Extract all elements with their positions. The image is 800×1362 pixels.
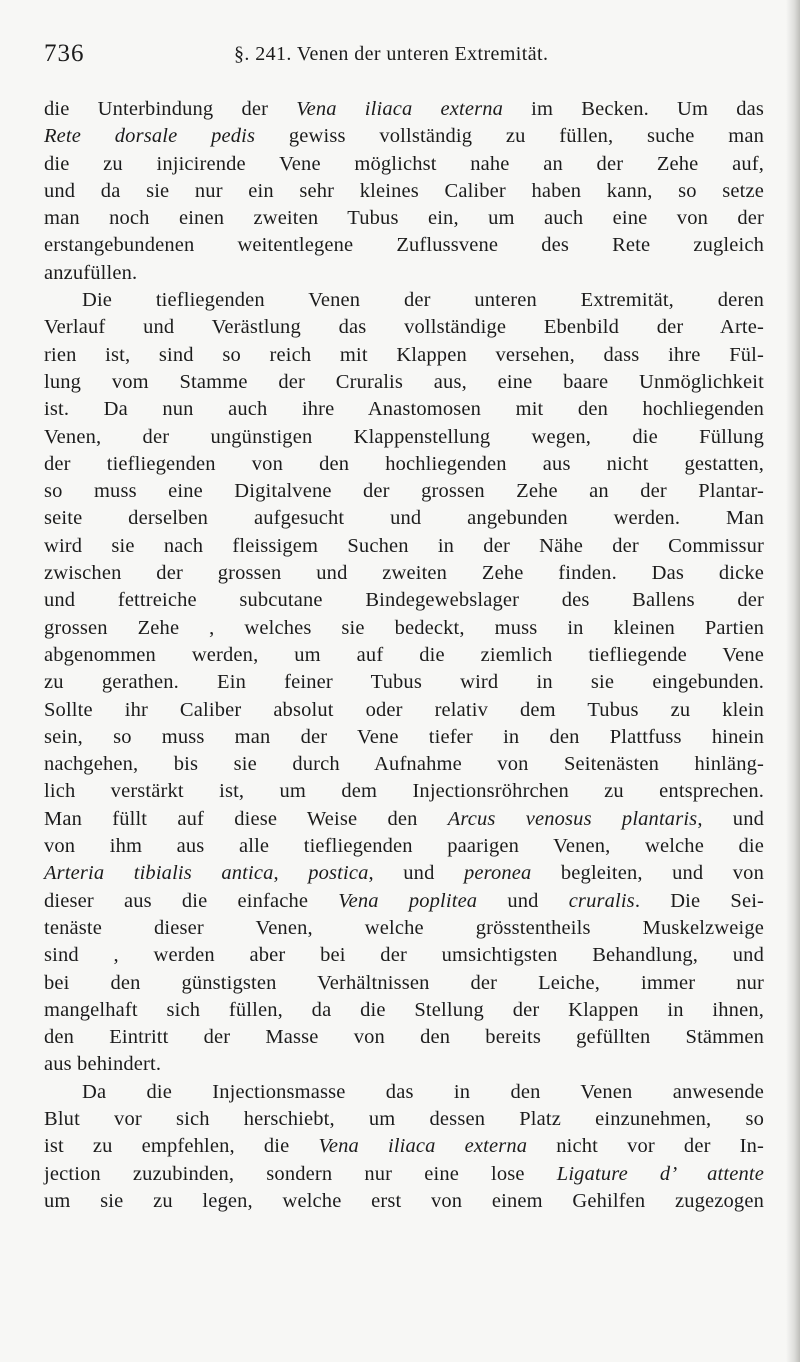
text-segment: den Eintritt der Masse von den bereits gefüllten Stämmen	[44, 1026, 764, 1049]
text-segment: jection zuzubinden, sondern nur eine lose	[44, 1162, 557, 1185]
text-line	[44, 1051, 764, 1078]
paragraph	[44, 96, 764, 287]
text-segment: rien ist, sind so reich mit Klappen versehen, dass ihre Fül-	[44, 343, 764, 366]
text-segment: dieser aus die einfache	[44, 889, 339, 912]
text-segment: , und	[368, 862, 464, 885]
page-edge-shadow	[786, 0, 800, 1362]
text-segment: zwischen der grossen und zweiten Zehe finden. Das dicke	[44, 562, 764, 585]
text-segment: seite derselben aufgesucht und angebunden werden. Man	[44, 507, 764, 530]
text-segment: die zu injicirende Vene möglichst nahe an der Zehe auf,	[44, 152, 764, 175]
text-line	[44, 560, 764, 587]
italic-term: Vena iliaca externa	[296, 98, 504, 120]
text-segment: Sollte ihr Caliber absolut oder relativ dem Tubus zu klein	[44, 698, 764, 721]
text-line	[44, 642, 764, 669]
text-line	[44, 342, 764, 369]
text-line	[44, 669, 764, 696]
text-segment: . Die Sei-	[634, 889, 765, 912]
text-segment: lich verstärkt ist, um dem Injectionsröhrchen zu entsprechen.	[44, 780, 764, 803]
text-segment: die Unterbindung der	[44, 98, 297, 120]
italic-term: Vena poplitea	[338, 889, 478, 912]
text-line	[44, 178, 764, 205]
italic-term: peronea	[463, 862, 532, 885]
text-segment: Blut vor sich herschiebt, um dessen Platz einzunehmen, so	[44, 1107, 764, 1130]
text-segment: mangelhaft sich füllen, da die Stellung der Klappen in ihnen,	[44, 998, 764, 1021]
text-segment: nachgehen, bis sie durch Aufnahme von Seitenästen hinläng-	[44, 753, 764, 776]
text-line	[44, 860, 764, 887]
text-line	[44, 697, 764, 724]
text-segment: man noch einen zweiten Tubus ein, um auch eine von der	[44, 207, 764, 230]
italic-term: cruralis	[568, 889, 635, 912]
text-segment: der tiefliegenden von den hochliegenden aus nicht gestatten,	[44, 452, 764, 475]
text-line	[44, 615, 764, 642]
text-segment: abgenommen werden, um auf die ziemlich tiefliegende Vene	[44, 643, 764, 666]
text-segment: und	[477, 889, 569, 912]
text-segment: tenäste dieser Venen, welche grösstentheils Muskelzweige	[44, 916, 764, 939]
running-title: §. 241. Venen der unteren Extremität.	[234, 43, 549, 65]
text-line	[44, 260, 764, 287]
text-segment: begleiten, und von	[531, 862, 764, 885]
italic-term: Vena iliaca externa	[318, 1135, 528, 1158]
italic-term: Arteria tibialis antica	[44, 862, 274, 885]
page-number: 736	[44, 40, 85, 67]
text-segment: von ihm aus alle tiefliegenden paarigen Venen, welche die	[44, 835, 764, 858]
text-line	[44, 96, 764, 123]
text-line	[44, 587, 764, 614]
text-segment: zu gerathen. Ein feiner Tubus wird in sie eingebunden.	[44, 671, 764, 694]
text-segment: , und	[697, 807, 764, 830]
italic-term: Rete dorsale pedis	[44, 125, 256, 148]
text-line	[44, 942, 764, 969]
paragraph	[44, 1079, 764, 1215]
text-line	[44, 970, 764, 997]
text-line	[44, 997, 764, 1024]
text-segment: und fettreiche subcutane Bindegewebslager des Ballens der	[44, 589, 764, 612]
text-segment: bei den günstigsten Verhältnissen der Leiche, immer nur	[44, 971, 764, 994]
italic-term: Ligature d’ attente	[556, 1162, 764, 1185]
text-line	[44, 505, 764, 532]
text-segment: um sie zu legen, welche erst von einem Gehilfen zugezogen	[44, 1189, 764, 1212]
text-segment: lung vom Stamme der Cruralis aus, eine baare Unmöglichkeit	[44, 370, 764, 393]
text-line	[44, 1161, 764, 1188]
text-segment: so muss eine Digitalvene der grossen Zehe an der Plantar-	[44, 480, 764, 503]
paragraph	[44, 287, 764, 1079]
text-segment: Verlauf und Verästlung das vollständige Ebenbild der Arte-	[44, 316, 764, 339]
text-line	[44, 451, 764, 478]
text-line	[44, 232, 764, 259]
text-segment: Man füllt auf diese Weise den	[44, 807, 448, 830]
text-line	[44, 205, 764, 232]
text-line	[44, 888, 764, 915]
text-line	[44, 123, 764, 150]
text-line	[44, 396, 764, 423]
text-line	[44, 369, 764, 396]
text-segment: grossen Zehe , welches sie bedeckt, muss in kleinen Partien	[44, 616, 764, 639]
text-line	[44, 1133, 764, 1160]
text-segment: aus behindert.	[44, 1053, 162, 1076]
text-segment: Die tiefliegenden Venen der unteren Extremität, deren	[82, 289, 764, 312]
text-segment: sind , werden aber bei der umsichtigsten Behandlung, und	[44, 944, 764, 967]
text-line	[44, 533, 764, 560]
italic-term: Arcus venosus plantaris	[447, 807, 698, 830]
text-segment: Venen, der ungünstigen Klappenstellung wegen, die Füllung	[44, 425, 764, 448]
text-segment: anzufüllen.	[44, 261, 138, 284]
body-text	[44, 96, 764, 1215]
text-line	[44, 287, 764, 314]
text-line	[44, 314, 764, 341]
text-line	[44, 1188, 764, 1215]
text-line	[44, 778, 764, 805]
text-segment: im Becken. Um das	[503, 98, 764, 120]
text-segment: Da die Injectionsmasse das in den Venen anwesende	[82, 1080, 764, 1103]
text-segment: ist. Da nun auch ihre Anastomosen mit den hochliegenden	[44, 398, 764, 421]
text-segment: erstangebundenen weitentlegene Zuflussvene des Rete zugleich	[44, 234, 764, 257]
text-segment: sein, so muss man der Vene tiefer in den Plattfuss hinein	[44, 725, 764, 748]
text-segment: nicht vor der In-	[527, 1135, 764, 1158]
text-line	[44, 1079, 764, 1106]
text-line	[44, 751, 764, 778]
text-segment: wird sie nach fleissigem Suchen in der Nähe der Commissur	[44, 534, 764, 557]
text-segment: und da sie nur ein sehr kleines Caliber haben kann, so setze	[44, 179, 764, 202]
text-line	[44, 151, 764, 178]
text-line	[44, 806, 764, 833]
text-line	[44, 424, 764, 451]
text-line	[44, 724, 764, 751]
text-segment: ,	[273, 862, 309, 885]
text-segment: ist zu empfehlen, die	[44, 1135, 319, 1158]
text-segment: gewiss vollständig zu füllen, suche man	[255, 125, 764, 148]
text-line	[44, 1024, 764, 1051]
italic-term: postica	[308, 862, 369, 885]
text-line	[44, 833, 764, 860]
text-line	[44, 915, 764, 942]
text-line	[44, 478, 764, 505]
page-header	[44, 40, 744, 70]
text-line	[44, 1106, 764, 1133]
